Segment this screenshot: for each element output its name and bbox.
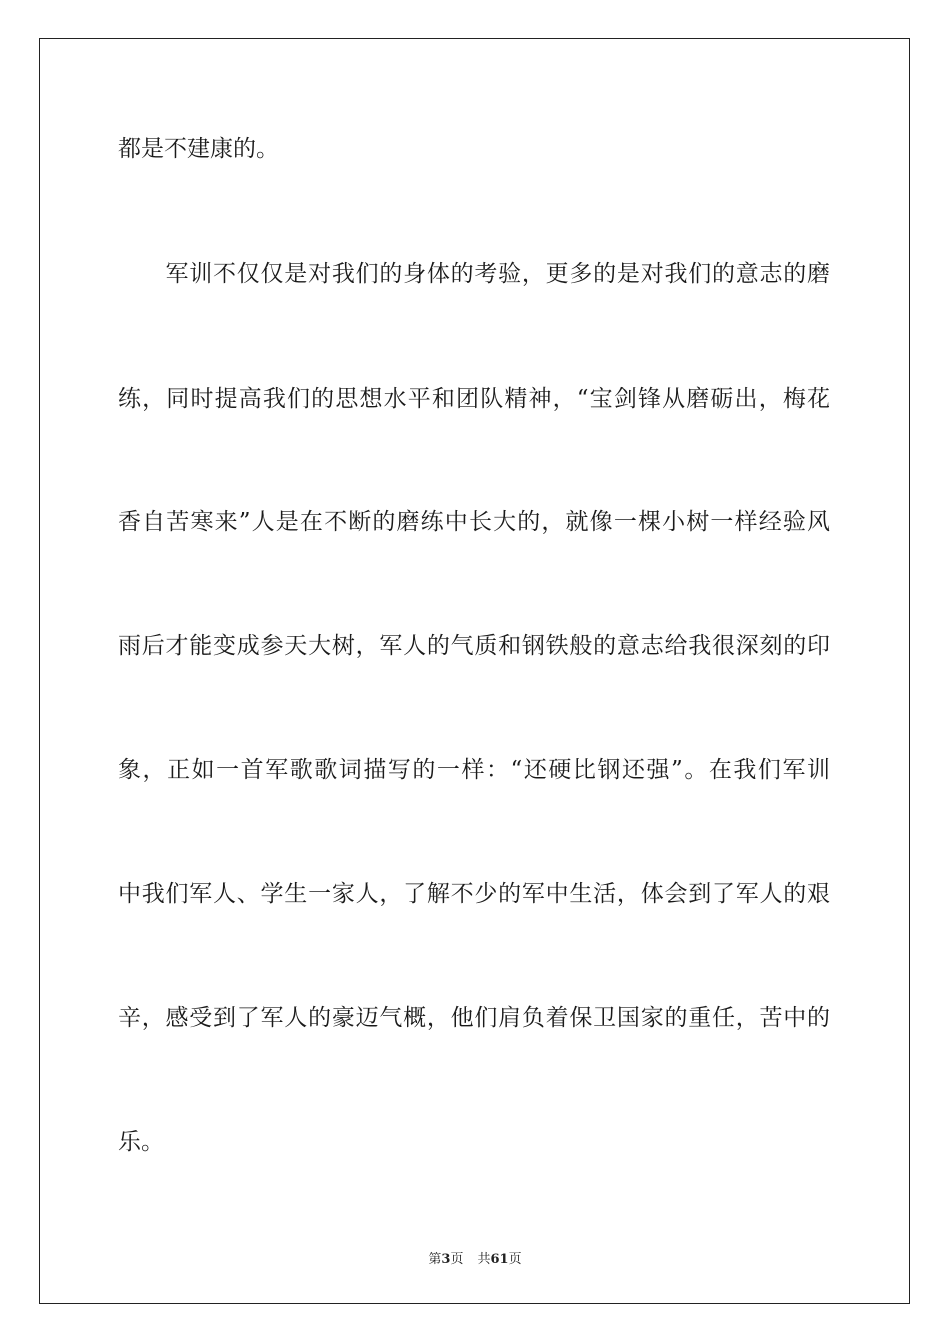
text-line-6: 象，正如一首军歌歌词描写的一样：“还硬比钢还强”。在我们军训 — [118, 757, 830, 783]
page-border — [39, 38, 910, 1304]
total-pages: 61 — [490, 1252, 509, 1267]
page-prefix: 第 — [428, 1252, 442, 1267]
text-line-2: 军训不仅仅是对我们的身体的考验，更多的是对我们的意志的磨 — [118, 261, 830, 287]
text-line-7: 中我们军人、学生一家人，了解不少的军中生活，体会到了军人的艰 — [118, 881, 830, 907]
text-line-5: 雨后才能变成参天大树，军人的气质和钢铁般的意志给我很深刻的印 — [118, 633, 830, 659]
page-suffix: 页 — [450, 1252, 464, 1267]
text-line-1: 都是不建康的。 — [118, 136, 279, 162]
page-footer — [0, 1248, 950, 1267]
text-line-4: 香自苦寒来”人是在不断的磨练中长大的，就像一棵小树一样经验风 — [118, 509, 830, 535]
page-number: 3 — [441, 1252, 451, 1267]
total-prefix: 共 — [477, 1252, 491, 1267]
text-line-3: 练，同时提高我们的思想水平和团队精神，“宝剑锋从磨砺出，梅花 — [118, 386, 830, 412]
total-suffix: 页 — [508, 1252, 522, 1267]
text-line-9: 乐。 — [118, 1129, 164, 1155]
text-line-8: 辛，感受到了军人的豪迈气概，他们肩负着保卫国家的重任，苦中的 — [118, 1005, 830, 1031]
